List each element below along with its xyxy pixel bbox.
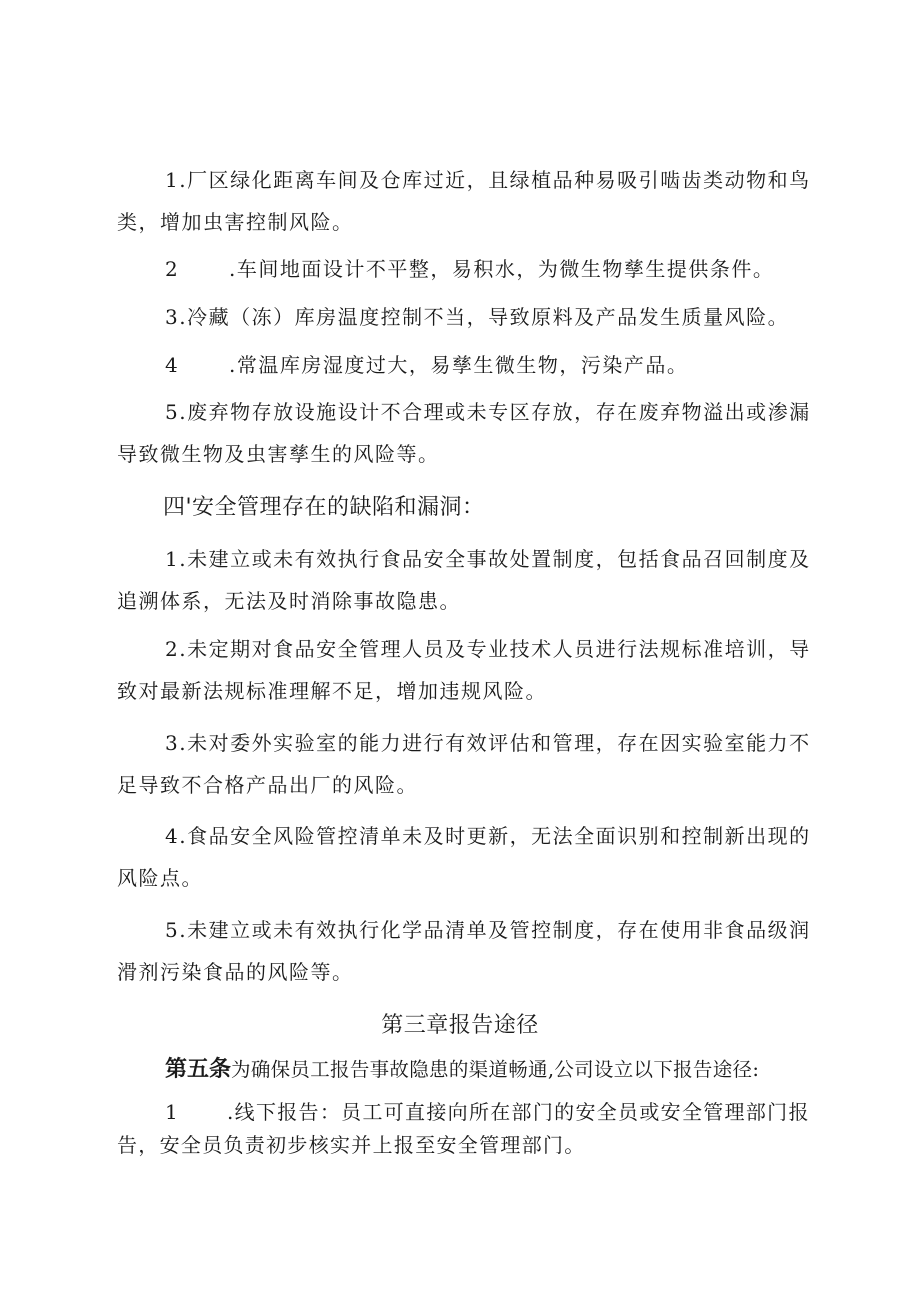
item-text: .食品安全风险管控清单未及时更新，无法全面识别和控制新出现的风险点。 <box>117 824 811 890</box>
list-item <box>117 538 817 622</box>
item-text: .线下报告：员工可直接向所在部门的安全员或安全管理部门报告，安全员负责初步核实并上报至安全管理部门。 <box>117 1100 810 1157</box>
list-item <box>117 815 817 899</box>
item-number: 2 <box>165 257 180 281</box>
list-item <box>117 296 817 338</box>
article-paragraph <box>165 1052 825 1088</box>
item-text: .未建立或未有效执行食品安全事故处置制度，包括食品召回制度及追溯体系，无法及时消除事故隐患。 <box>117 547 811 613</box>
item-number: 1 <box>165 1100 180 1124</box>
item-number: 3 <box>165 731 180 755</box>
item-text: .车间地面设计不平整，易积水，为微生物孳生提供条件。 <box>229 257 775 281</box>
item-number: 3 <box>165 305 180 329</box>
item-text: .未定期对食品安全管理人员及专业技术人员进行法规标准培训，导致对最新法规标准理解不足，增加违规风险。 <box>117 637 811 703</box>
item-number: 4 <box>165 824 180 848</box>
item-number: 4 <box>165 353 180 377</box>
list-item <box>117 159 817 243</box>
item-number: 5 <box>165 400 180 424</box>
item-text: .废弃物存放设施设计不合理或未专区存放，存在废弃物溢出或渗漏导致微生物及虫害孳生的风险等。 <box>117 400 811 466</box>
list-item <box>117 248 817 290</box>
item-number: 1 <box>165 168 180 192</box>
list-item <box>117 1096 817 1162</box>
item-text: .未建立或未有效执行化学品清单及管控制度，存在使用非食品级润滑剂污染食品的风险等。 <box>117 918 811 984</box>
item-text: .厂区绿化距离车间及仓库过近，且绿植品种易吸引啮齿类动物和鸟类，增加虫害控制风险。 <box>117 168 811 234</box>
item-text: .冷藏（冻）库房温度控制不当，导致原料及产品发生质量风险。 <box>179 305 790 329</box>
item-number: 2 <box>165 637 180 661</box>
item-text: .未对委外实验室的能力进行有效评估和管理，存在因实验室能力不足导致不合格产品出厂的风险。 <box>117 731 811 797</box>
item-number: 1 <box>165 547 180 571</box>
list-item <box>117 628 817 712</box>
section-heading: 四'安全管理存在的缺陷和漏洞： <box>163 495 485 520</box>
chapter-title: 第三章报告途径 <box>381 1013 539 1038</box>
list-item <box>117 391 817 475</box>
list-item <box>117 909 817 993</box>
item-text: .常温库房湿度过大，易孳生微生物，污染产品。 <box>229 353 689 377</box>
article-text: 为确保员工报告事故隐患的渠道畅通,公司设立以下报告途径: <box>231 1058 760 1081</box>
article-lead: 第五条 <box>165 1057 232 1082</box>
list-item <box>117 344 817 386</box>
item-number: 5 <box>165 918 180 942</box>
list-item <box>117 722 817 806</box>
